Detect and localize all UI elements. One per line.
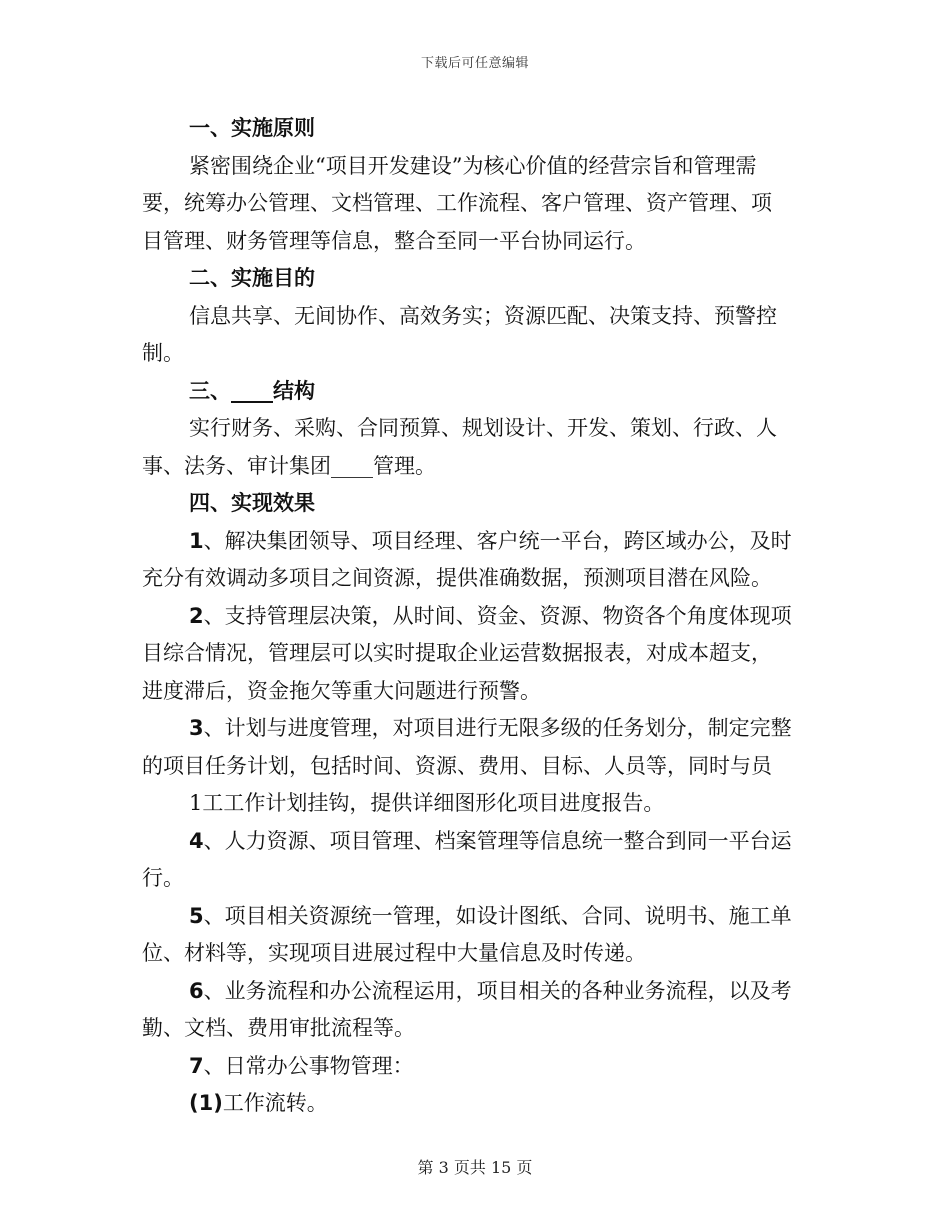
item-number: 5 bbox=[189, 903, 204, 928]
paragraph-line: 紧密围绕企业“项目开发建设”为核心价值的经营宗旨和管理需 bbox=[189, 153, 757, 178]
item-number: 2 bbox=[189, 603, 204, 628]
paragraph-line: 目管理、财务管理等信息，整合至同一平台协同运行。 bbox=[142, 228, 646, 253]
paragraph-line: 位、材料等，实现项目进展过程中大量信息及时传递。 bbox=[142, 941, 646, 965]
item-number: 7 bbox=[189, 1053, 204, 1078]
page-footer: 第 3 页共 15 页 bbox=[417, 1158, 533, 1177]
document-body bbox=[142, 110, 810, 1123]
paragraph-line: 的项目任务计划，包括时间、资源、费用、目标、人员等，同时与员 bbox=[142, 753, 772, 778]
item-text: 、支持管理层决策，从时间、资金、资源、物资各个角度体现项 bbox=[203, 603, 792, 628]
paragraph-line: 目综合情况，管理层可以实时提取企业运营数据报表，对成本超支， bbox=[142, 641, 772, 665]
item-text: 、项目相关资源统一管理，如设计图纸、合同、说明书、施工单 bbox=[203, 903, 792, 928]
section-heading: 二、实施目的 bbox=[189, 266, 315, 290]
item-number: 6 bbox=[189, 978, 204, 1003]
item-number: 1 bbox=[189, 528, 204, 553]
item-number: 4 bbox=[189, 828, 204, 853]
paragraph-line: 实行财务、采购、合同预算、规划设计、开发、策划、行政、人 bbox=[189, 416, 777, 440]
paragraph-line: 事、法务、审计集团____管理。 bbox=[142, 453, 436, 478]
item-text: 、计划与进度管理，对项目进行无限多级的任务划分，制定完整 bbox=[203, 716, 792, 740]
list-item bbox=[142, 823, 810, 861]
list-item bbox=[142, 1085, 810, 1123]
section-heading: 三、____结构 bbox=[189, 378, 315, 403]
item-text: 、业务流程和办公流程运用，项目相关的各种业务流程，以及考 bbox=[203, 978, 792, 1003]
paragraph-line: 行。 bbox=[142, 866, 184, 890]
paragraph-line: 进度滞后，资金拖欠等重大问题进行预警。 bbox=[142, 678, 541, 703]
list-item bbox=[142, 710, 810, 748]
list-item bbox=[142, 1048, 810, 1086]
list-item bbox=[142, 523, 810, 561]
paragraph-line: 充分有效调动多项目之间资源，提供准确数据，预测项目潜在风险。 bbox=[142, 566, 772, 590]
list-item bbox=[142, 598, 810, 636]
paragraph-line: 1工工作计划挂钩，提供详细图形化项目进度报告。 bbox=[189, 791, 665, 815]
item-number: 3 bbox=[189, 716, 204, 740]
item-text: 、日常办公事物管理： bbox=[203, 1053, 414, 1078]
item-number: (1) bbox=[189, 1091, 223, 1115]
section-heading: 四、实现效果 bbox=[189, 491, 315, 515]
item-text: 工作流转。 bbox=[222, 1091, 328, 1115]
list-item bbox=[142, 898, 810, 936]
item-text: 、解决集团领导、项目经理、客户统一平台，跨区域办公，及时 bbox=[203, 528, 792, 553]
paragraph-line: 制。 bbox=[142, 341, 184, 365]
paragraph-line: 要，统筹办公管理、文档管理、工作流程、客户管理、资产管理、项 bbox=[142, 191, 772, 215]
list-item bbox=[142, 973, 810, 1011]
paragraph-line: 信息共享、无间协作、高效务实；资源匹配、决策支持、预警控 bbox=[189, 303, 777, 328]
item-text: 、人力资源、项目管理、档案管理等信息统一整合到同一平台运 bbox=[203, 828, 792, 853]
page-header: 下载后可任意编辑 bbox=[420, 56, 529, 71]
paragraph-line: 勤、文档、费用审批流程等。 bbox=[142, 1016, 415, 1040]
section-heading: 一、实施原则 bbox=[189, 116, 315, 140]
